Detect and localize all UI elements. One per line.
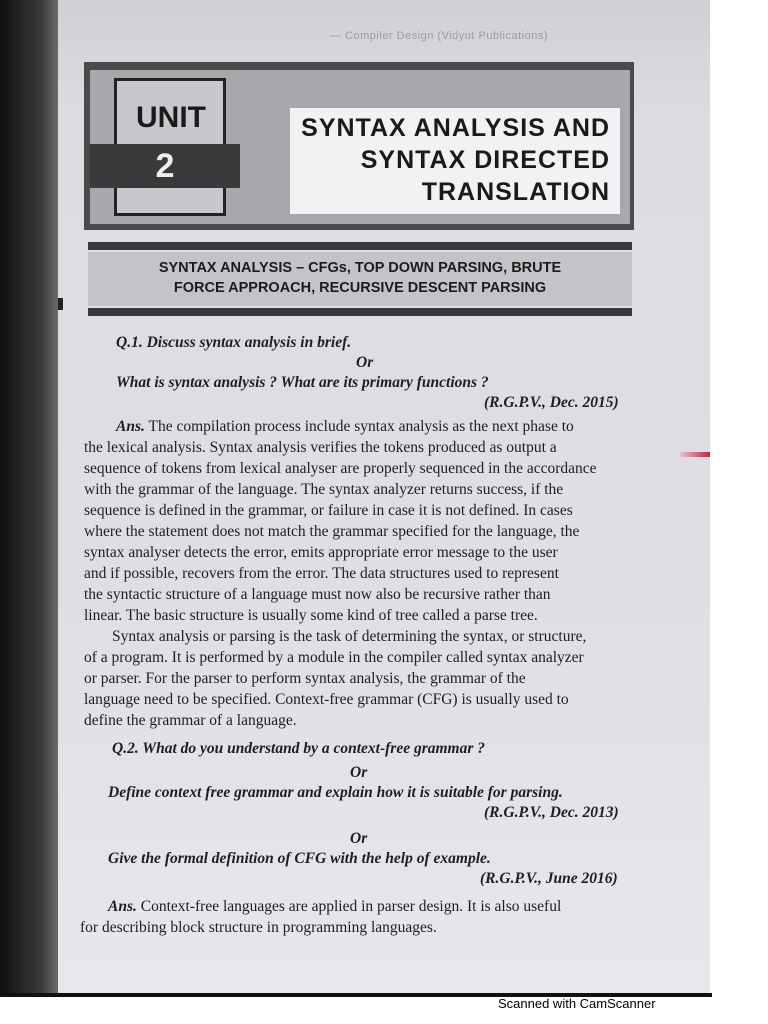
question-1-alt: What is syntax analysis ? What are its primary functions ? (116, 374, 489, 391)
answer-2-line: for describing block structure in programming languages. (80, 919, 437, 936)
answer-2-line-1 (108, 896, 561, 917)
question-2-alt-2: Give the formal definition of CFG with the help of example. (108, 850, 491, 867)
red-bookmark-mark (680, 452, 710, 457)
unit-title-line-1: SYNTAX ANALYSIS AND (301, 114, 610, 142)
book-binding-shadow (0, 0, 58, 995)
answer-1-para2-line: language need to be specified. Context-free grammar (CFG) is usually used to (84, 691, 569, 708)
unit-banner (84, 62, 634, 230)
answer-1-line: and if possible, recovers from the error. The data structures used to represent (84, 565, 559, 582)
unit-title-line-2: SYNTAX DIRECTED (360, 146, 610, 174)
question-1-reference: (R.G.P.V., Dec. 2015) (484, 394, 619, 411)
answer-1-para2-line: define the grammar of a language. (84, 712, 297, 729)
question-2-alt-1: Define context free grammar and explain how it is suitable for parsing. (108, 784, 563, 801)
answer-1-para2-line: Syntax analysis or parsing is the task of determining the syntax, or structure, (112, 628, 587, 645)
section-banner-body (88, 252, 632, 306)
question-2-or-1: Or (350, 764, 368, 781)
question-2-reference-1: (R.G.P.V., Dec. 2013) (484, 804, 619, 821)
question-1-or: Or (356, 354, 374, 371)
answer-1-line: sequence is defined in the grammar, or failure in case it is not defined. In cases (84, 502, 573, 519)
unit-label: UNIT (136, 101, 206, 134)
answer-1-line: syntax analyser detects the error, emits appropriate error message to the user (84, 544, 558, 561)
section-title-line-1: SYNTAX ANALYSIS – CFGs, TOP DOWN PARSING, BRUTE (158, 260, 562, 276)
answer-1-line: linear. The basic structure is usually some kind of tree called a parse tree. (84, 607, 538, 624)
answer-1-para2-line: of a program. It is performed by a module in the compiler called syntax analyzer (84, 649, 584, 666)
answer-1-line: with the grammar of the language. The syntax analyzer returns success, if the (84, 481, 564, 498)
answer-1-line-1 (116, 416, 574, 437)
page-edge-mark (58, 298, 63, 310)
answer-1-line: the syntactic structure of a language must now also be recursive rather than (84, 586, 551, 603)
question-2: Q.2. What do you understand by a context-free grammar ? (112, 740, 486, 757)
section-banner-top-rule (88, 242, 632, 250)
question-2-or-2: Or (350, 830, 368, 847)
answer-1-para2-line: or parser. For the parser to perform syntax analysis, the grammar of the (84, 670, 526, 687)
unit-number-bar (90, 144, 240, 188)
answer-1-line: sequence of tokens from lexical analyser are properly sequenced in the accordance (84, 460, 597, 477)
camscanner-watermark: Scanned with CamScanner (498, 996, 656, 1011)
answer-2-text: Context-free languages are applied in parser design. It is also useful (140, 898, 562, 915)
section-banner-bottom-rule (88, 308, 632, 316)
answer-1-label: Ans. (116, 418, 145, 435)
answer-1-line: the lexical analysis. Syntax analysis verifies the tokens produced as output a (84, 439, 557, 456)
unit-number: 2 (155, 147, 175, 185)
section-banner (88, 242, 632, 316)
section-title-line-2: FORCE APPROACH, RECURSIVE DESCENT PARSING (173, 280, 547, 296)
question-2-reference-2: (R.G.P.V., June 2016) (480, 870, 618, 887)
answer-1-text: The compilation process include syntax analysis as the next phase to (148, 418, 574, 435)
unit-title-box (290, 108, 620, 214)
question-1: Q.1. Discuss syntax analysis in brief. (116, 334, 352, 351)
answer-1-line: where the statement does not match the grammar specified for the language, the (84, 523, 580, 540)
unit-banner-inner (90, 70, 630, 224)
answer-2-label: Ans. (108, 898, 137, 915)
unit-title-line-3: TRANSLATION (421, 178, 610, 206)
running-head: — Compiler Design (Vidyut Publications) (330, 30, 548, 42)
